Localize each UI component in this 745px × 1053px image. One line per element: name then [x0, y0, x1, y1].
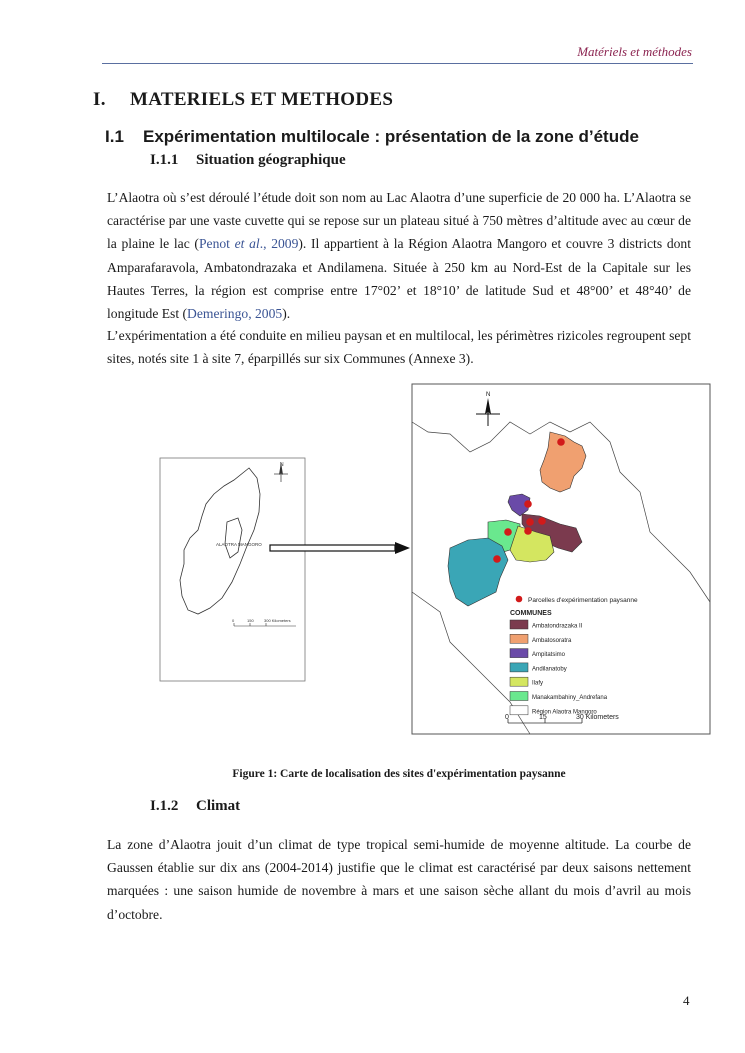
- legend-label: Ambatondrazaka II: [532, 623, 583, 630]
- section-number: I.: [93, 89, 106, 110]
- legend-swatch: [510, 634, 528, 643]
- parcel-site-2: [524, 500, 532, 508]
- legend-label: Région Alaotra Mangoro: [532, 709, 597, 716]
- figure-caption: Figure 1: Carte de localisation des sites d'expérimentation paysanne: [232, 768, 566, 780]
- legend-swatch: [510, 649, 528, 658]
- map-north-label: N: [486, 392, 491, 398]
- subsubsection-number-1: I.1.1: [150, 152, 179, 168]
- parcel-site-6: [504, 528, 512, 536]
- citation-penot-etal: et al: [234, 236, 260, 252]
- subsubsection-number-2: I.1.2: [150, 798, 179, 814]
- inset-scale-0: 0: [232, 618, 235, 623]
- subsection-number: I.1: [105, 127, 124, 146]
- subsubsection-title-2: Climat: [196, 798, 241, 814]
- citation-penot[interactable]: [199, 236, 298, 251]
- subsubsection-title-1: Situation géographique: [196, 152, 346, 168]
- citation-demeringo[interactable]: Demeringo, 2005: [187, 306, 283, 322]
- map-scale-15: 15: [539, 714, 547, 721]
- parcel-site-7: [493, 555, 501, 563]
- paragraph-climat: La zone d’Alaotra jouit d’un climat de type tropical semi-humide de moyenne altitude. La courbe de Gaussen établie sur dix ans (2004-2014) justifie que le climat est caractérisé par deux saisons nettement marquées : une saison humide de novembre à mars et une saison sèche allant du mois d’avril au mois d’octobre.: [107, 837, 691, 922]
- page-number: 4: [683, 993, 690, 1008]
- legend-swatch: [510, 706, 528, 715]
- subsection-heading: [105, 127, 639, 147]
- para1-text-1: L’Alaotra où s’est déroulé l’étude doit son nom au Lac Alaotra d’une superficie de 20 000 ha. L’Alaotra se caractérise par une vaste cuvette qui se repose sur un plateau situé à 750 mètres d’altitude avec au cœur de la plaine le lac (: [107, 190, 691, 252]
- section-heading: [93, 89, 393, 111]
- running-header: Matériels et méthodes: [577, 44, 692, 59]
- inset-north-label: N: [280, 462, 284, 468]
- legend-label: Ampitatsimo: [532, 652, 566, 659]
- section-title: MATERIELS ET METHODES: [130, 89, 394, 110]
- parcel-site-1: [557, 438, 565, 446]
- inset-region-label: ALAOTRA MANGORO: [216, 542, 262, 547]
- subsection-title: Expérimentation multilocale : présentation de la zone d’étude: [143, 127, 639, 146]
- subsubsection-heading-2: [150, 798, 240, 815]
- subsubsection-heading-1: [150, 152, 346, 169]
- legend-label: Ambatosoratra: [532, 637, 572, 644]
- citation-penot-author: Penot: [198, 236, 235, 252]
- map-scale-30: 30 Kilometers: [576, 714, 619, 721]
- inset-scale-150: 150: [247, 618, 254, 623]
- legend-swatch: [510, 663, 528, 672]
- map-svg: [150, 382, 720, 742]
- legend-swatch: [510, 620, 528, 629]
- location-map-figure: [150, 382, 720, 742]
- parcel-site-5: [524, 527, 532, 535]
- legend-label: Andilanatoby: [532, 666, 567, 673]
- citation-penot-year: ., 2009: [259, 236, 299, 252]
- inset-scale-300: 300 Kilometers: [264, 618, 291, 623]
- map-scale-0: 0: [505, 714, 509, 721]
- legend-swatch: [510, 692, 528, 701]
- parcel-site-4: [526, 518, 534, 526]
- parcel-site-3: [538, 517, 546, 525]
- legend-title: COMMUNES: [510, 610, 552, 617]
- para1-text-2: ). Il appartient à la Région Alaotra Mangoro et couvre 3 districts dont Amparafaravola, Ambatondrazaka et Andilamena. Située à 250 km au Nord-Est de la Capitale sur les Hautes Terres, la région est comprise entre 17°02’ et 18°10’ de latitude Sud et 48°00’ et 48°40’ de longitude Est (: [107, 236, 691, 322]
- legend-swatch: [510, 677, 528, 686]
- para1-text-3: ).: [282, 306, 291, 322]
- legend-parcel-icon: [516, 596, 523, 603]
- legend-label: Manakambahiny_Andrefana: [532, 695, 608, 701]
- legend-parcels-label: Parcelles d'expérimentation paysanne: [528, 597, 638, 604]
- legend-label: Ilafy: [532, 680, 544, 687]
- header-rule: [102, 63, 693, 64]
- paragraph-situation: [107, 186, 691, 325]
- paragraph-experimentation: L’expérimentation a été conduite en milieu paysan et en multilocal, les périmètres rizicoles regroupent sept sites, notés site 1 à site 7, éparpillés sur six Communes (Annexe 3).: [107, 328, 691, 367]
